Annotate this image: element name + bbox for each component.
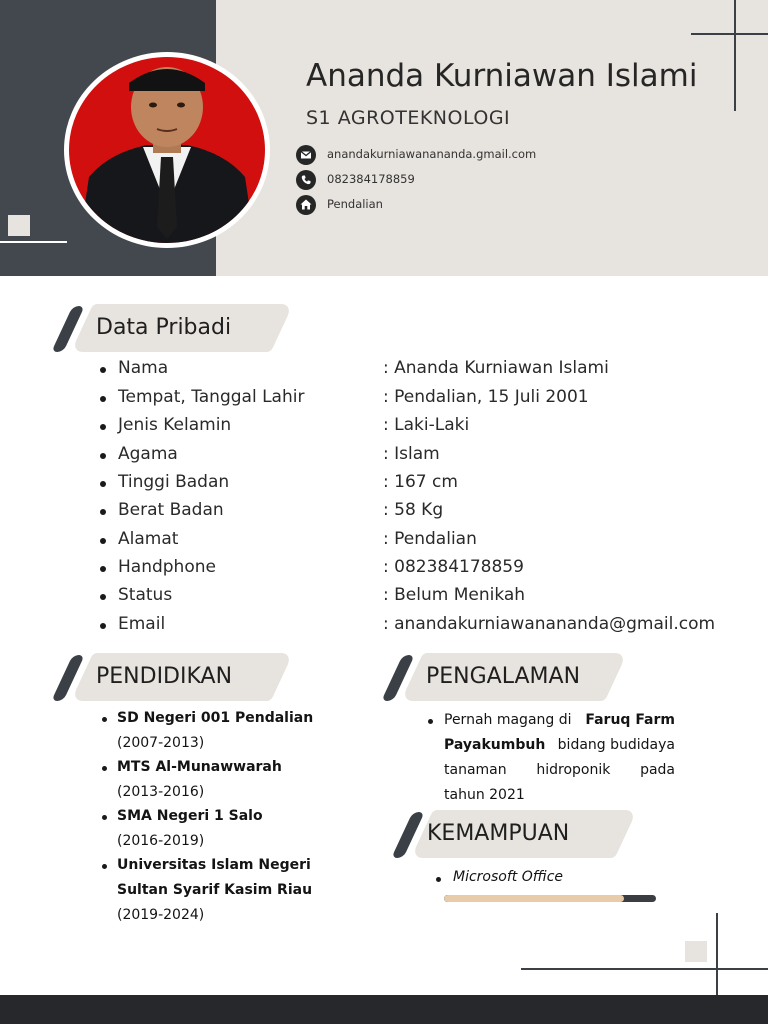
info-value: : Pendalian <box>383 529 477 549</box>
experience-line <box>444 737 675 753</box>
experience-line <box>444 712 675 728</box>
footer-bar <box>0 995 768 1024</box>
section-title-personal: Data Pribadi <box>96 315 232 340</box>
info-label: Berat Badan <box>118 500 224 520</box>
decorative-line <box>521 968 768 970</box>
info-label: Agama <box>118 444 178 464</box>
info-label: Tinggi Badan <box>118 472 230 492</box>
info-value[interactable]: : anandakurniawanananda@gmail.com <box>383 614 716 634</box>
info-value: : 082384178859 <box>383 557 524 577</box>
education-school: SMA Negeri 1 Salo <box>117 808 263 824</box>
bullet <box>100 367 106 373</box>
section-title-experience: PENGALAMAN <box>426 664 581 689</box>
bullet <box>100 623 106 629</box>
header-light-panel <box>216 0 768 276</box>
home-icon <box>296 195 316 215</box>
contact-email[interactable]: anandakurniawanananda.gmail.com <box>327 147 537 161</box>
bullet <box>100 509 106 515</box>
bullet <box>100 594 106 600</box>
info-value: : Ananda Kurniawan Islami <box>383 358 609 378</box>
bullet <box>100 424 106 430</box>
education-years: (2016-2019) <box>117 833 205 849</box>
decorative-line <box>691 33 768 35</box>
profile-photo <box>64 52 270 248</box>
experience-company: Faruq Farm <box>585 712 675 728</box>
info-value: : Pendalian, 15 Juli 2001 <box>383 387 589 407</box>
decorative-square <box>685 941 707 962</box>
info-label: Status <box>118 585 173 605</box>
contact-phone[interactable]: 082384178859 <box>327 172 415 186</box>
experience-text: hidroponik <box>536 762 611 778</box>
profile-degree: S1 AGROTEKNOLOGI <box>306 107 511 129</box>
bullet <box>100 453 106 459</box>
bullet <box>100 396 106 402</box>
info-label: Tempat, Tanggal Lahir <box>118 387 305 407</box>
education-years: (2019-2024) <box>117 907 205 923</box>
skill-progress-fill <box>444 895 624 902</box>
info-label: Jenis Kelamin <box>118 415 232 435</box>
info-label: Nama <box>118 358 169 378</box>
education-school: SD Negeri 001 Pendalian <box>117 710 314 726</box>
decorative-line <box>734 0 736 111</box>
info-label: Handphone <box>118 557 216 577</box>
bullet <box>102 766 107 771</box>
contact-address: Pendalian <box>327 197 383 211</box>
decorative-line <box>0 241 67 243</box>
info-label: Email <box>118 614 166 634</box>
section-title-education: PENDIDIKAN <box>96 664 233 689</box>
info-value: : Islam <box>383 444 440 464</box>
portrait-image <box>69 57 265 243</box>
experience-text: tanaman <box>444 762 507 778</box>
bullet <box>102 864 107 869</box>
bullet <box>100 481 106 487</box>
experience-text: pada <box>640 762 675 778</box>
info-value: : Laki-Laki <box>383 415 470 435</box>
phone-icon <box>296 170 316 190</box>
education-years: (2013-2016) <box>117 784 205 800</box>
section-title-skills: KEMAMPUAN <box>427 821 570 846</box>
bullet <box>102 815 107 820</box>
skill-progress-bar <box>444 895 656 902</box>
info-value: : Belum Menikah <box>383 585 526 605</box>
education-school-continued: Sultan Syarif Kasim Riau <box>117 882 313 898</box>
profile-name: Ananda Kurniawan Islami <box>306 58 698 94</box>
bullet <box>102 717 107 722</box>
education-school: MTS Al-Munawwarah <box>117 759 282 775</box>
decorative-line <box>716 913 718 995</box>
experience-company: Payakumbuh <box>444 737 546 753</box>
info-label: Alamat <box>118 529 179 549</box>
experience-line: tahun 2021 <box>444 787 525 803</box>
bullet <box>428 719 433 724</box>
bullet <box>100 566 106 572</box>
experience-text: Pernah magang di <box>444 712 572 728</box>
experience-text: bidang budidaya <box>557 737 675 753</box>
bullet <box>100 538 106 544</box>
experience-line <box>444 762 675 778</box>
bullet <box>436 877 441 882</box>
info-value: : 58 Kg <box>383 500 444 520</box>
envelope-icon <box>296 145 316 165</box>
education-school: Universitas Islam Negeri <box>117 857 311 873</box>
info-value: : 167 cm <box>383 472 458 492</box>
decorative-square <box>8 215 30 236</box>
education-years: (2007-2013) <box>117 735 205 751</box>
skill-name: Microsoft Office <box>453 869 564 885</box>
